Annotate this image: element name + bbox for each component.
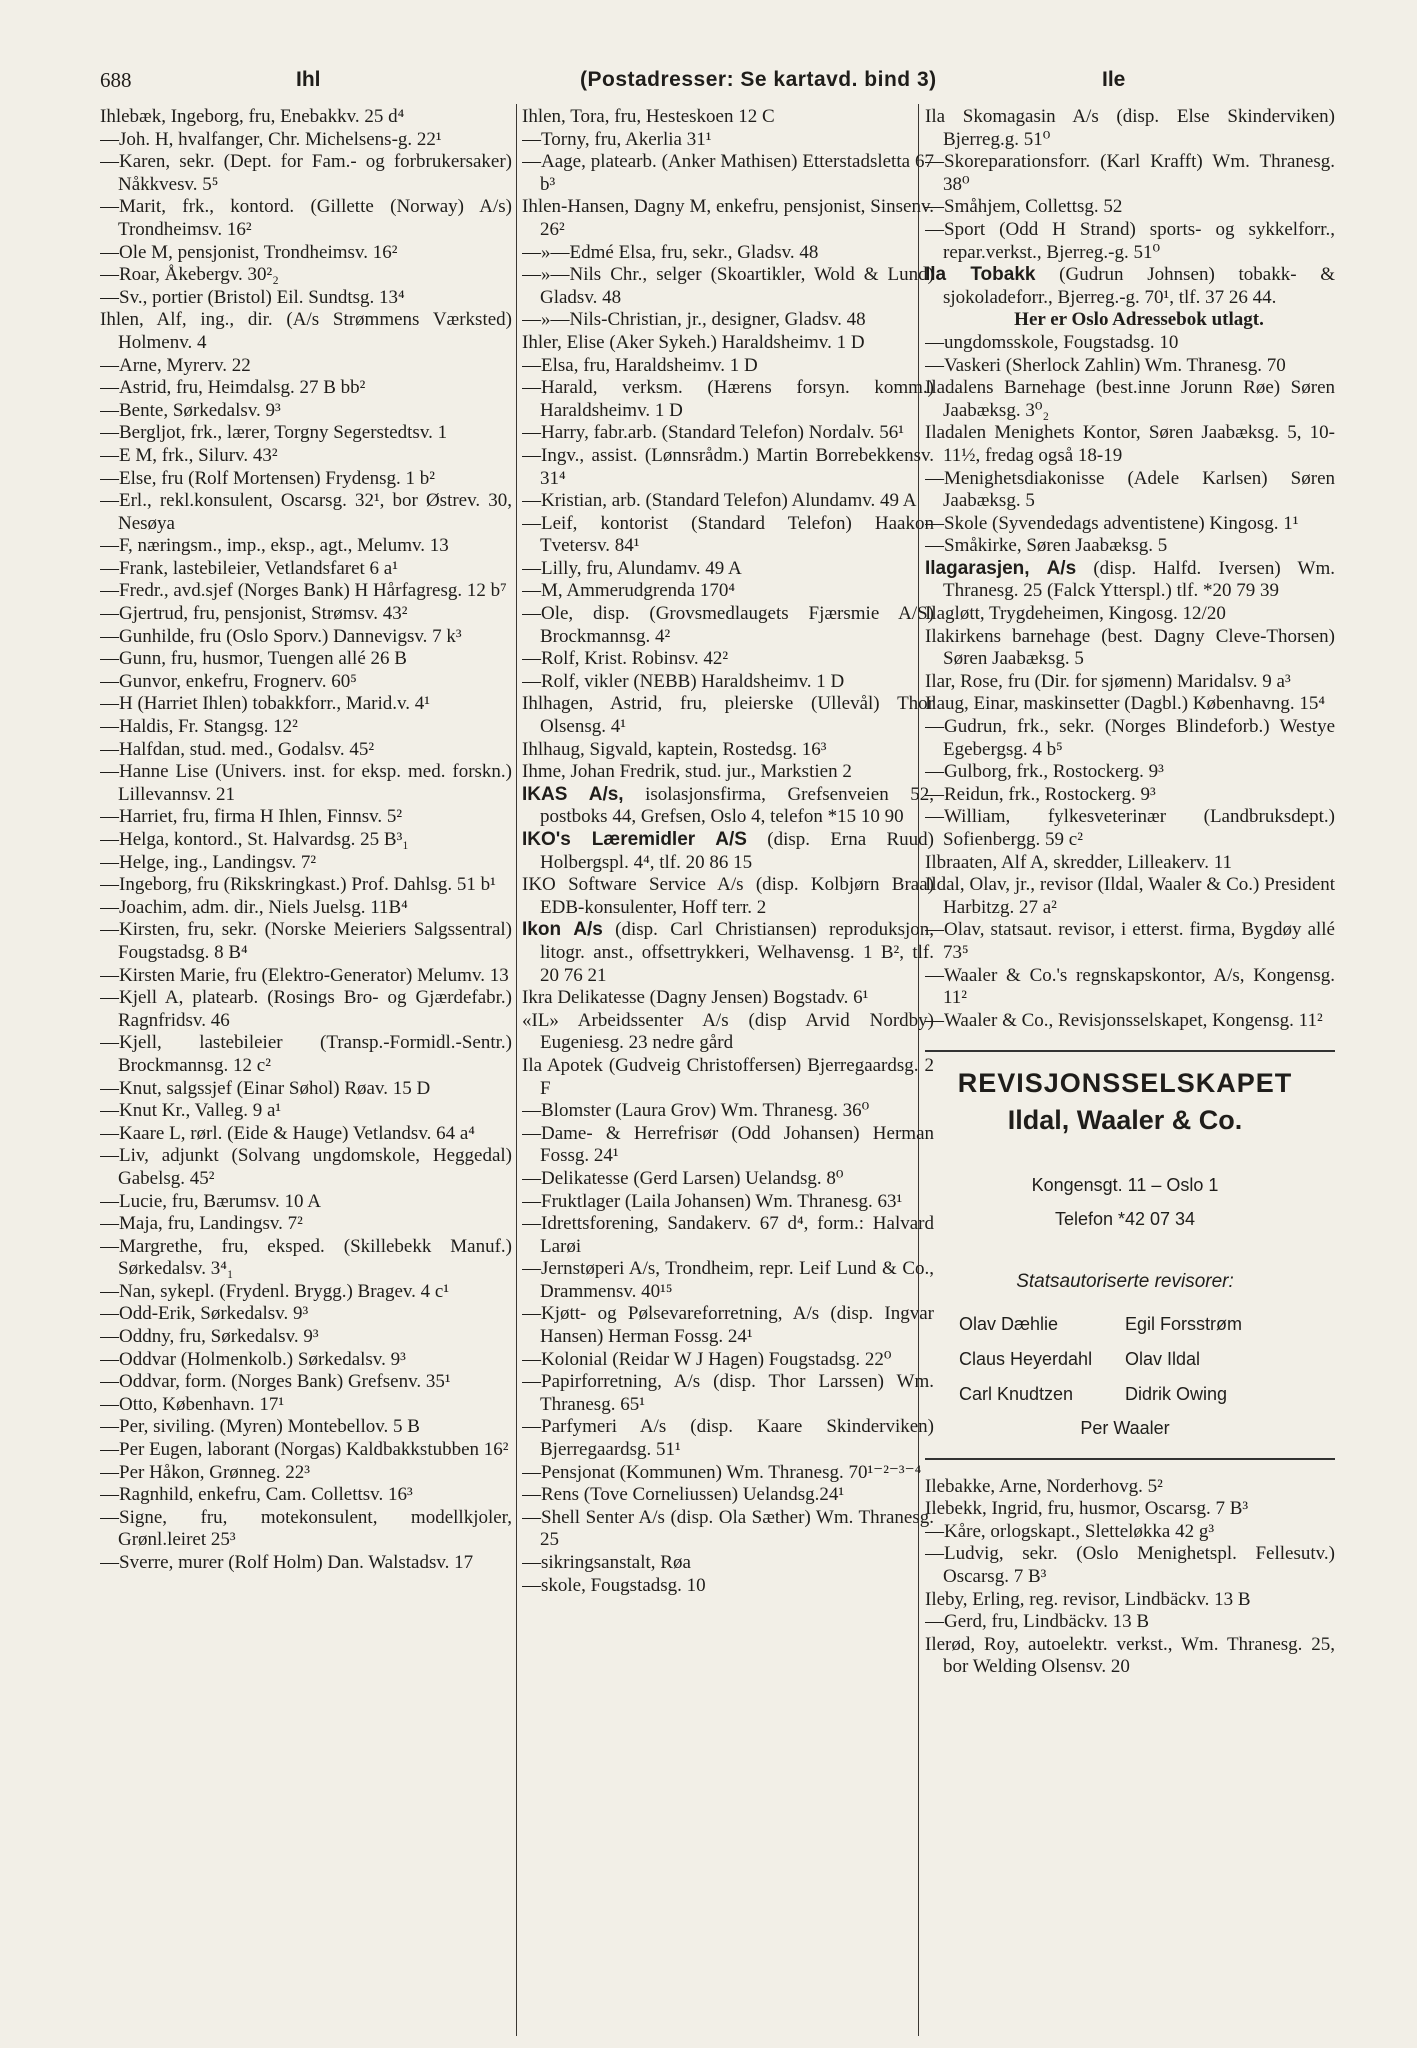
- entry-text: —Rens (Tove Corneliussen) Uelandsg.24¹: [522, 1484, 845, 1506]
- entry-text: —Kristian, arb. (Standard Telefon) Alundamv. 49 A: [522, 490, 917, 512]
- directory-entry: [925, 196, 1335, 219]
- entry-text: Ilerød, Roy, autoelektr. verkst., Wm. Thranesg. 25, bor Welding Olsensv. 20: [925, 1633, 1335, 1678]
- directory-entry: [100, 400, 512, 423]
- entry-text: —Marit, frk., kontord. (Gillette (Norway) A/s) Trondheimsv. 16²: [100, 196, 512, 240]
- directory-entry: [522, 648, 934, 671]
- entry-text: Ihler, Elise (Aker Sykeh.) Haraldsheimv. 1 D: [522, 331, 865, 353]
- directory-entry: [100, 1371, 512, 1394]
- entry-text: —Lucie, fru, Bærumsv. 10 A: [100, 1190, 321, 1212]
- entry-text: —Halfdan, stud. med., Godalsv. 45²: [100, 738, 375, 760]
- entry-text: —Rolf, vikler (NEBB) Haraldsheimv. 1 D: [522, 670, 845, 692]
- directory-entry: [925, 1634, 1335, 1679]
- directory-entry: [925, 716, 1335, 761]
- directory-entry: [522, 874, 934, 919]
- directory-entry: [100, 1145, 512, 1190]
- directory-entry: [100, 693, 512, 716]
- entry-text: —Kirsten, fru, sekr. (Norske Meieriers Salgssentral) Fougstadsg. 8 B⁴: [100, 919, 512, 963]
- entry-text: —Oddvar, form. (Norges Bank) Grefsenv. 35¹: [100, 1371, 451, 1393]
- entry-text: —skole, Fougstadsg. 10: [522, 1574, 706, 1596]
- entry-text: —Kirsten Marie, fru (Elektro-Generator) Melumv. 13: [100, 964, 509, 986]
- entry-text: —Maja, fru, Landingsv. 7²: [100, 1213, 303, 1235]
- ad-auditor-name: Didrik Owing: [1125, 1383, 1228, 1404]
- entry-text: —Idrettsforening, Sandakerv. 67 d⁴, form.: Halvard Larøi: [522, 1213, 934, 1257]
- entry-text: —Per Håkon, Grønneg. 22³: [100, 1461, 310, 1483]
- directory-entry: [100, 1032, 512, 1077]
- entry-text: —Kolonial (Reidar W J Hagen) Fougstadsg. 22⁰: [522, 1348, 892, 1370]
- directory-entry: [100, 1213, 512, 1236]
- directory-entry: [100, 264, 512, 287]
- directory-entry: [100, 535, 512, 558]
- directory-entry: [522, 1123, 934, 1168]
- directory-entry: [522, 355, 934, 378]
- directory-entry: [522, 580, 934, 603]
- entry-text: —Arne, Myrerv. 22: [100, 354, 251, 376]
- column-3-entries-bottom: [925, 1476, 1335, 1679]
- directory-entry: [100, 648, 512, 671]
- directory-entry: [100, 355, 512, 378]
- entry-text: —Gunvor, enkefru, Frognerv. 60⁵: [100, 670, 357, 692]
- directory-entry: [522, 1371, 934, 1416]
- entry-text: —Småhjem, Collettsg. 52: [925, 196, 1123, 218]
- entry-text: IKO Software Service A/s (disp. Kolbjørn Braa) EDB-konsulenter, Hoff terr. 2: [522, 874, 934, 918]
- entry-text: isolasjonsfirma, Grefsenveien 52, postboks 44, Grefsen, Oslo 4, telefon *15 10 90: [540, 783, 934, 828]
- directory-entry: [100, 1462, 512, 1485]
- directory-column-2: [522, 106, 934, 2036]
- ad-auditor-name: Claus Heyerdahl: [959, 1348, 1093, 1369]
- entry-text: —Reidun, frk., Rostockerg. 9³: [925, 783, 1156, 805]
- entry-text: —Kjell A, platearb. (Rosings Bro- og Gjærdefabr.) Ragnfridsv. 46: [100, 987, 512, 1031]
- directory-entry: [100, 377, 512, 400]
- entry-firm-name: Ilagarasjen, A/s: [925, 557, 1077, 579]
- entry-text: —Joachim, adm. dir., Niels Juelsg. 11B⁴: [100, 896, 408, 918]
- header-center-text: (Postadresser: Se kartavd. bind 3): [580, 68, 937, 91]
- directory-entry: [100, 468, 512, 491]
- entry-text: —Karen, sekr. (Dept. for Fam.- og forbrukersaker) Nåkkvesv. 5⁵: [100, 151, 512, 195]
- entry-text: Iladalens Barnehage (best.inne Jorunn Røe) Søren Jaabæksg. 3⁰₂: [925, 377, 1335, 421]
- column-divider: [516, 104, 517, 2036]
- directory-entry: [100, 1484, 512, 1507]
- directory-entry: [522, 558, 934, 581]
- entry-text: —Skole (Syvendedags adventistene) Kingosg. 1¹: [925, 512, 1299, 534]
- entry-notice: Her er Oslo Adressebok utlagt.: [1014, 309, 1264, 331]
- entry-text: —H (Harriet Ihlen) tobakkforr., Marid.v. 4¹: [100, 693, 431, 715]
- entry-text: Ihlebæk, Ingeborg, fru, Enebakkv. 25 d⁴: [100, 106, 405, 127]
- directory-entry: [100, 1326, 512, 1349]
- directory-entry: [100, 1078, 512, 1101]
- entry-text: —Otto, København. 17¹: [100, 1393, 285, 1415]
- directory-entry: [100, 874, 512, 897]
- entry-text: —Aage, platearb. (Anker Mathisen) Etterstadsletta 67 b³: [522, 151, 934, 195]
- entry-text: —Hanne Lise (Univers. inst. for eksp. med. forskn.) Lillevannsv. 21: [100, 761, 512, 805]
- entry-text: —Astrid, fru, Heimdalsg. 27 B bb²: [100, 377, 366, 399]
- directory-entry: [100, 1552, 512, 1575]
- directory-entry: [522, 739, 934, 762]
- entry-text: —Sverre, murer (Rolf Holm) Dan. Walstadsv. 17: [100, 1552, 474, 1573]
- directory-entry: [925, 1010, 1335, 1033]
- entry-text: Ilebekk, Ingrid, fru, husmor, Oscarsg. 7 B³: [925, 1498, 1249, 1520]
- entry-text: Iladalen Menighets Kontor, Søren Jaabæksg. 5, 10-11½, fredag også 18-19: [925, 422, 1335, 466]
- entry-text: «IL» Arbeidssenter A/s (disp Arvid Nordby) Eugeniesg. 23 nedre gård: [522, 1009, 934, 1054]
- directory-entry: [522, 919, 934, 987]
- entry-text: Ihlen, Tora, fru, Hesteskoen 12 C: [522, 106, 775, 127]
- entry-text: —»—Edmé Elsa, fru, sekr., Gladsv. 48: [522, 241, 819, 263]
- entry-text: —Elsa, fru, Haraldsheimv. 1 D: [522, 354, 758, 376]
- entry-text: Ileby, Erling, reg. revisor, Lindbäckv. 13 B: [925, 1588, 1251, 1610]
- advertisement-box: [925, 1050, 1335, 1459]
- entry-text: —Joh. H, hvalfanger, Chr. Michelsens-g. 22¹: [100, 128, 442, 150]
- entry-text: —Per Eugen, laborant (Norgas) Kaldbakkstubben 16²: [100, 1439, 509, 1461]
- entry-text: —Harald, verksm. (Hærens forsyn. komm.) Haraldsheimv. 1 D: [522, 377, 934, 421]
- directory-entry: [100, 829, 512, 852]
- entry-text: (Gudrun Johnsen) tobakk- & sjokoladeforr., Bjerreg.-g. 70¹, tlf. 37 26 44.: [943, 264, 1335, 308]
- directory-entry: [522, 1552, 934, 1575]
- directory-entry: [100, 1236, 512, 1281]
- entry-text: —Kaare L, rørl. (Eide & Hauge) Vetlandsv. 64 a⁴: [100, 1122, 475, 1144]
- entry-firm-name: Ikon A/s: [522, 919, 603, 941]
- page-header: [100, 68, 1337, 102]
- ad-title: REVISJONSSELSKAPET: [957, 1068, 1293, 1099]
- entry-text: Ilbraaten, Alf A, skredder, Lilleakerv. 11: [925, 851, 1232, 873]
- directory-entry: [100, 1349, 512, 1372]
- entry-text: Ihme, Johan Fredrik, stud. jur., Markstien 2: [522, 761, 852, 783]
- directory-entry: [522, 106, 934, 129]
- entry-text: —Waaler & Co., Revisjonsselskapet, Kongensg. 11²: [925, 1009, 1323, 1031]
- page-number: 688: [100, 68, 132, 92]
- directory-entry: [925, 1498, 1335, 1521]
- entry-text: —Gunhilde, fru (Oslo Sporv.) Dannevigsv. 7 k³: [100, 625, 462, 647]
- entry-text: Ihlen-Hansen, Dagny M, enkefru, pensjonist, Sinsenv. 26²: [522, 196, 934, 240]
- directory-entry: [522, 151, 934, 196]
- directory-entry: [522, 1191, 934, 1214]
- entry-text: —Gudrun, frk., sekr. (Norges Blindeforb.) Westye Egebergsg. 4 b⁵: [925, 716, 1335, 760]
- entry-text: (disp. Carl Christiansen) reproduksjon, litogr. anst., offsettrykkeri, Welhavensg. 1 B², tlf. 20 76 21: [540, 919, 934, 986]
- directory-entry: [100, 1303, 512, 1326]
- directory-entry: [100, 626, 512, 649]
- entry-firm-name: IKAS A/s,: [522, 783, 624, 805]
- entry-text: —Harry, fabr.arb. (Standard Telefon) Nordalv. 56¹: [522, 422, 904, 444]
- entry-text: Ildal, Olav, jr., revisor (Ildal, Waaler & Co.) President Harbitzg. 27 a²: [925, 874, 1335, 918]
- directory-entry: [925, 965, 1335, 1010]
- directory-entry: [522, 309, 934, 332]
- directory-entry: [522, 1100, 934, 1123]
- entry-text: Ila Skomagasin A/s (disp. Else Skinderviken) Bjerreg.g. 51⁰: [925, 106, 1335, 150]
- entry-text: —Bente, Sørkedalsv. 9³: [100, 399, 281, 421]
- directory-entry: [925, 513, 1335, 536]
- entry-text: —Torny, fru, Akerlia 31¹: [522, 128, 712, 150]
- ad-subheading: Statsautoriserte revisorer:: [1016, 1270, 1234, 1292]
- entry-text: —»—Nils-Christian, jr., designer, Gladsv. 48: [522, 309, 866, 331]
- directory-entry: [100, 106, 512, 129]
- directory-entry: [100, 490, 512, 535]
- directory-entry: [925, 603, 1335, 626]
- entry-text: —Erl., rekl.konsulent, Oscarsg. 32¹, bor Østrev. 30, Nesøya: [100, 490, 512, 534]
- directory-entry: [100, 422, 512, 445]
- directory-entry: [925, 852, 1335, 875]
- directory-entry: [522, 196, 934, 241]
- entry-text: —Odd-Erik, Sørkedalsv. 9³: [100, 1303, 309, 1325]
- directory-entry: [100, 445, 512, 468]
- directory-entry: [925, 1611, 1335, 1634]
- directory-entry: [522, 761, 934, 784]
- directory-entry: [925, 535, 1335, 558]
- entry-text: —Menighetsdiakonisse (Adele Karlsen) Søren Jaabæksg. 5: [925, 467, 1335, 512]
- entry-text: —Vaskeri (Sherlock Zahlin) Wm. Thranesg. 70: [925, 354, 1286, 376]
- entry-text: Ilar, Rose, fru (Dir. for sjømenn) Maridalsv. 9 a³: [925, 670, 1291, 692]
- directory-entry: [522, 1303, 934, 1348]
- entry-text: Ilakirkens barnehage (best. Dagny Cleve-Thorsen) Søren Jaabæksg. 5: [925, 625, 1335, 670]
- directory-entry: [100, 987, 512, 1032]
- directory-entry: [925, 1521, 1335, 1544]
- directory-entry: [925, 264, 1335, 332]
- directory-entry: [925, 151, 1335, 196]
- directory-entry: [100, 1191, 512, 1214]
- entry-text: —Delikatesse (Gerd Larsen) Uelandsg. 8⁰: [522, 1167, 844, 1189]
- entry-text: Ihlen, Alf, ing., dir. (A/s Strømmens Værksted) Holmenv. 4: [100, 309, 512, 353]
- directory-entry: [100, 806, 512, 829]
- directory-entry: [522, 693, 934, 738]
- entry-text: —Helga, kontord., St. Halvardsg. 25 B³₁: [100, 829, 409, 850]
- entry-text: —Waaler & Co.'s regnskapskontor, A/s, Kongensg. 11²: [925, 964, 1335, 1009]
- directory-entry: [522, 1575, 934, 1598]
- entry-text: —Skoreparationsforr. (Karl Krafft) Wm. Thranesg. 38⁰: [925, 151, 1335, 195]
- entry-text: —M, Ammerudgrenda 170⁴: [522, 580, 735, 602]
- entry-text: Ilagløtt, Trygdeheimen, Kingosg. 12/20: [925, 603, 1226, 625]
- entry-text: —Gunn, fru, husmor, Tuengen allé 26 B: [100, 648, 407, 670]
- directory-entry: [522, 129, 934, 152]
- directory-entry: [100, 287, 512, 310]
- entry-text: —Ole M, pensjonist, Trondheimsv. 16²: [100, 241, 398, 263]
- directory-entry: [925, 919, 1335, 964]
- directory-entry: [522, 1258, 934, 1303]
- directory-entry: [522, 490, 934, 513]
- directory-column-3: [925, 106, 1335, 2036]
- directory-entry: [522, 377, 934, 422]
- directory-entry: [100, 558, 512, 581]
- directory-entry: [925, 355, 1335, 378]
- directory-entry: [100, 965, 512, 988]
- directory-entry: [100, 1123, 512, 1146]
- entry-text: —Kåre, orlogskapt., Sletteløkka 42 g³: [925, 1520, 1215, 1542]
- directory-column-1: [100, 106, 512, 2036]
- directory-entry: [522, 1462, 934, 1485]
- entry-text: —Helge, ing., Landingsv. 7²: [100, 851, 317, 873]
- entry-text: (disp. Halfd. Iversen) Wm. Thranesg. 25 (Falck Ytterspl.) tlf. *20 79 39: [943, 557, 1335, 602]
- ad-auditor-name: Olav Ildal: [1125, 1348, 1201, 1369]
- directory-entry: [925, 377, 1335, 422]
- entry-text: —Oddny, fru, Sørkedalsv. 9³: [100, 1326, 319, 1348]
- entry-text: —Kjell, lastebileier (Transp.-Formidl.-Sentr.) Brockmannsg. 12 c²: [100, 1032, 512, 1076]
- ad-phone: Telefon *42 07 34: [1054, 1209, 1196, 1230]
- entry-text: —Haldis, Fr. Stangsg. 12²: [100, 716, 298, 738]
- entry-text: —Blomster (Laura Grov) Wm. Thranesg. 36⁰: [522, 1100, 870, 1122]
- entry-firm-name: Ila Tobakk: [925, 264, 1036, 286]
- entry-text: —Margrethe, fru, eksped. (Skillebekk Manuf.) Sørkedalsv. 3⁴₁: [100, 1235, 512, 1280]
- directory-entry: [925, 806, 1335, 851]
- directory-entry: [100, 242, 512, 265]
- header-right-keyword: Ile: [1102, 68, 1126, 91]
- entry-text: —Sv., portier (Bristol) Eil. Sundtsg. 13⁴: [100, 286, 405, 308]
- ad-auditor-name: Olav Dæhlie: [959, 1314, 1059, 1335]
- directory-entry: [925, 693, 1335, 716]
- directory-entry: [522, 1010, 934, 1055]
- directory-entry: [925, 422, 1335, 467]
- directory-entry: [925, 558, 1335, 603]
- directory-entry: [925, 332, 1335, 355]
- entry-text: —Liv, adjunkt (Solvang ungdomskole, Heggedal) Gabelsg. 45²: [100, 1145, 512, 1189]
- entry-text: —Kjøtt- og Pølsevareforretning, A/s (disp. Ingvar Hansen) Herman Fossg. 24¹: [522, 1303, 934, 1348]
- entry-text: —ungdomsskole, Fougstadsg. 10: [925, 331, 1179, 353]
- entry-text: —Parfymeri A/s (disp. Kaare Skinderviken) Bjerregaardsg. 51¹: [522, 1416, 934, 1461]
- directory-entry: [100, 151, 512, 196]
- directory-entry: [100, 671, 512, 694]
- directory-entry: [522, 1213, 934, 1258]
- directory-entry: [925, 784, 1335, 807]
- directory-entry: [522, 1484, 934, 1507]
- entry-text: —Fruktlager (Laila Johansen) Wm. Thranesg. 63¹: [522, 1190, 903, 1212]
- directory-entry: [522, 1168, 934, 1191]
- entry-text: —Olav, statsaut. revisor, i etterst. firma, Bygdøy allé 73⁵: [925, 919, 1335, 963]
- header-left-keyword: Ihl: [296, 68, 321, 91]
- entry-text: —Dame- & Herrefrisør (Odd Johansen) Herman Fossg. 24¹: [522, 1122, 934, 1167]
- directory-entry: [100, 852, 512, 875]
- directory-entry: [925, 626, 1335, 671]
- entry-text: —Lilly, fru, Alundamv. 49 A: [522, 557, 742, 579]
- entry-text: —Ole, disp. (Grovsmedlaugets Fjærsmie A/S) Brockmannsg. 4²: [522, 603, 934, 647]
- directory-entry: [522, 987, 934, 1010]
- directory-entry: [100, 1100, 512, 1123]
- directory-entry: [522, 784, 934, 829]
- directory-entry: [925, 874, 1335, 919]
- directory-entry: [100, 1439, 512, 1462]
- entry-text: —Sport (Odd H Strand) sports- og sykkelforr., repar.verkst., Bjerreg.-g. 51⁰: [925, 218, 1335, 263]
- entry-text: —Rolf, Krist. Robinsv. 42²: [522, 648, 729, 670]
- entry-text: —Papirforretning, A/s (disp. Thor Larssen) Wm. Thranesg. 65¹: [522, 1371, 934, 1415]
- directory-entry: [925, 106, 1335, 151]
- entry-text: —Leif, kontorist (Standard Telefon) Haakon Tvetersv. 84¹: [522, 512, 934, 557]
- directory-entry: [100, 716, 512, 739]
- directory-entry: [925, 1589, 1335, 1612]
- entry-text: Ila Apotek (Gudveig Christoffersen) Bjerregaardsg. 2 F: [522, 1054, 934, 1099]
- entry-text: —Nan, sykepl. (Frydenl. Brygg.) Bragev. 4 c¹: [100, 1280, 450, 1302]
- ad-auditor-name: Per Waaler: [1080, 1418, 1170, 1439]
- directory-entry: [925, 671, 1335, 694]
- directory-entry: [100, 919, 512, 964]
- directory-entry: [522, 422, 934, 445]
- entry-text: —Harriet, fru, firma H Ihlen, Finnsv. 5²: [100, 806, 403, 828]
- directory-entry: [100, 1394, 512, 1417]
- entry-text: —Ingeborg, fru (Rikskringkast.) Prof. Dahlsg. 51 b¹: [100, 874, 496, 896]
- entry-text: —Knut Kr., Valleg. 9 a¹: [100, 1100, 282, 1122]
- entry-text: —Fredr., avd.sjef (Norges Bank) H Hårfagresg. 12 b⁷: [100, 580, 507, 602]
- entry-text: (disp. Erna Ruud) Holbergspl. 4⁴, tlf. 20 86 15: [540, 829, 934, 873]
- directory-entry: [522, 264, 934, 309]
- entry-text: Ihlhaug, Sigvald, kaptein, Rostedsg. 16³: [522, 738, 827, 760]
- entry-text: —»—Nils Chr., selger (Skoartikler, Wold & Lund) Gladsv. 48: [522, 264, 934, 308]
- entry-text: —Ludvig, sekr. (Oslo Menighetspl. Fellesutv.) Oscarsg. 7 B³: [925, 1543, 1335, 1588]
- ad-address: Kongensgt. 11 – Oslo 1: [1031, 1174, 1219, 1195]
- directory-entry: [100, 739, 512, 762]
- entry-text: Ilaug, Einar, maskinsetter (Dagbl.) Københavng. 15⁴: [925, 693, 1326, 715]
- entry-text: —Knut, salgssjef (Einar Søhol) Røav. 15 D: [100, 1077, 431, 1099]
- entry-firm-name: IKO's Læremidler A/S: [522, 829, 747, 850]
- entry-text: —Frank, lastebileier, Vetlandsfaret 6 a¹: [100, 557, 398, 579]
- ad-auditor-list: [945, 1313, 1305, 1439]
- directory-entry: [925, 219, 1335, 264]
- directory-entry: [522, 1349, 934, 1372]
- directory-entry: [522, 829, 934, 874]
- directory-entry: [100, 196, 512, 241]
- directory-entry: [100, 761, 512, 806]
- entry-text: —Pensjonat (Kommunen) Wm. Thranesg. 70¹⁻²⁻³⁻⁴: [522, 1461, 922, 1483]
- directory-entry: [522, 1055, 934, 1100]
- directory-entry: [100, 1281, 512, 1304]
- entry-text: —Shell Senter A/s (disp. Ola Sæther) Wm. Thranesg. 25: [522, 1506, 934, 1551]
- entry-text: Ilebakke, Arne, Norderhovg. 5²: [925, 1475, 1163, 1497]
- entry-text: —E M, frk., Silurv. 43²: [100, 444, 278, 466]
- directory-entry: [522, 603, 934, 648]
- entry-text: —Småkirke, Søren Jaabæksg. 5: [925, 535, 1168, 557]
- directory-entry: [925, 468, 1335, 513]
- directory-entry: [925, 1543, 1335, 1588]
- directory-entry: [100, 897, 512, 920]
- directory-entry: [522, 513, 934, 558]
- entry-text: —Bergljot, frk., lærer, Torgny Segerstedtsv. 1: [100, 422, 448, 444]
- entry-text: —Jernstøperi A/s, Trondheim, repr. Leif Lund & Co., Drammensv. 40¹⁵: [522, 1258, 934, 1302]
- entry-text: —F, næringsm., imp., eksp., agt., Melumv. 13: [100, 535, 449, 557]
- ad-auditor-name: Egil Forsstrøm: [1125, 1314, 1242, 1335]
- directory-entry: [925, 1476, 1335, 1499]
- entry-text: —Per, siviling. (Myren) Montebellov. 5 B: [100, 1416, 420, 1438]
- entry-text: —Roar, Åkebergv. 30²₂: [100, 264, 279, 286]
- ad-firm-name: Ildal, Waaler & Co.: [1007, 1104, 1243, 1135]
- directory-entry: [100, 129, 512, 152]
- entry-text: —Ragnhild, enkefru, Cam. Collettsv. 16³: [100, 1484, 413, 1506]
- directory-entry: [522, 242, 934, 265]
- entry-text: —sikringsanstalt, Røa: [522, 1552, 691, 1573]
- entry-text: —Gerd, fru, Lindbäckv. 13 B: [925, 1611, 1150, 1633]
- directory-entry: [925, 761, 1335, 784]
- directory-entry: [522, 1507, 934, 1552]
- entry-text: —Gulborg, frk., Rostockerg. 9³: [925, 761, 1164, 783]
- entry-text: —Else, fru (Rolf Mortensen) Frydensg. 1 b²: [100, 467, 435, 489]
- entry-text: —Oddvar (Holmenkolb.) Sørkedalsv. 9³: [100, 1348, 406, 1370]
- column-3-entries-top: [925, 106, 1335, 1032]
- entry-text: —Signe, fru, motekonsulent, modellkjoler, Grønl.leiret 25³: [100, 1506, 512, 1551]
- directory-entry: [522, 332, 934, 355]
- entry-text: Ikra Delikatesse (Dagny Jensen) Bogstadv. 6¹: [522, 987, 869, 1009]
- entry-text: —Ingv., assist. (Lønnsrådm.) Martin Borrebekkensv. 31⁴: [522, 444, 934, 489]
- directory-entry: [522, 1416, 934, 1461]
- directory-entry: [100, 580, 512, 603]
- directory-entry: [100, 1416, 512, 1439]
- directory-entry: [522, 445, 934, 490]
- entry-text: —William, fylkesveterinær (Landbruksdept.) Sofienbergg. 59 c²: [925, 806, 1335, 850]
- ad-auditor-name: Carl Knudtzen: [959, 1383, 1074, 1404]
- directory-entry: [100, 603, 512, 626]
- entry-text: Ihlhagen, Astrid, fru, pleierske (Ullevål) Thor Olsensg. 4¹: [522, 693, 934, 738]
- directory-entry: [100, 309, 512, 354]
- directory-entry: [100, 1507, 512, 1552]
- entry-text: —Gjertrud, fru, pensjonist, Strømsv. 43²: [100, 603, 408, 625]
- directory-entry: [522, 671, 934, 694]
